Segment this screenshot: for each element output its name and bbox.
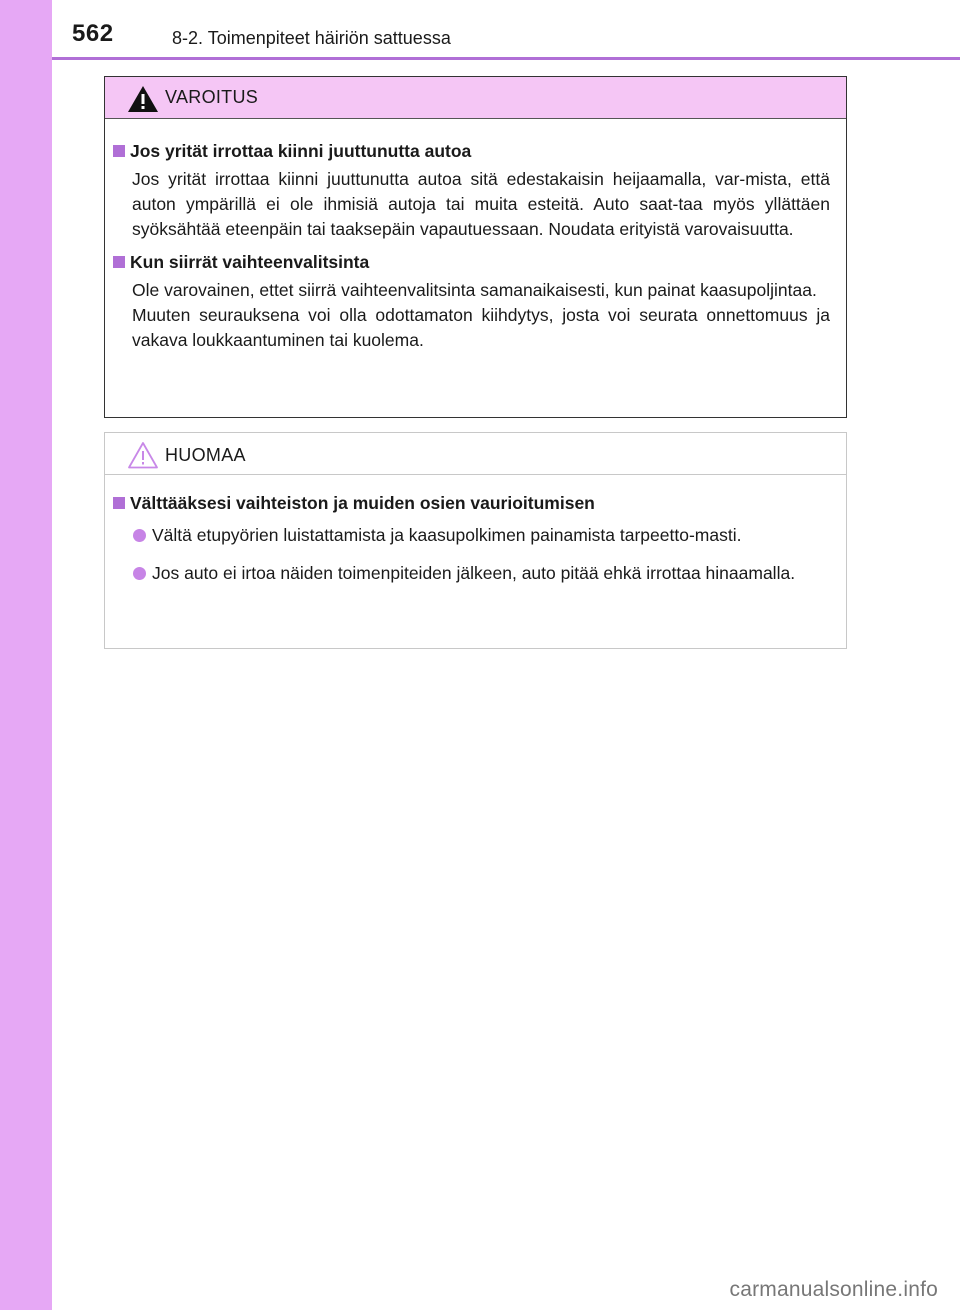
- square-marker-icon: [113, 145, 125, 157]
- page-number: 562: [72, 20, 114, 47]
- notice-triangle-icon: [127, 441, 159, 469]
- warning-paragraph: Muuten seurauksena voi olla odottamaton kiihdytys, josta voi seurata onnettomuus ja vakava loukkaantuminen tai kuolema.: [132, 305, 830, 350]
- notice-box: [104, 432, 847, 649]
- square-marker-icon: [113, 497, 125, 509]
- notice-bullet: [113, 523, 830, 548]
- bullet-dot-icon: [133, 567, 146, 580]
- header-rule: [52, 57, 960, 60]
- warning-item-heading-text: Kun siirrät vaihteenvalitsinta: [130, 252, 370, 272]
- notice-item-heading-text: Välttääksesi vaihteiston ja muiden osien vaurioitumisen: [130, 493, 595, 513]
- notice-bullet-text: Vältä etupyörien luistattamista ja kaasupolkimen painamista tarpeetto-masti.: [152, 525, 742, 545]
- notice-content: [105, 491, 846, 586]
- warning-content: [105, 139, 846, 353]
- warning-triangle-icon: [127, 85, 159, 113]
- notice-bullet: [113, 561, 830, 586]
- section-title: 8-2. Toimenpiteet häiriön sattuessa: [172, 28, 451, 48]
- warning-item-heading-text: Jos yrität irrottaa kiinni juuttunutta autoa: [130, 141, 472, 161]
- side-tab-strip: [0, 0, 52, 1310]
- warning-item-heading: [113, 139, 830, 163]
- warning-box: [104, 76, 847, 418]
- warning-paragraph: Jos yrität irrottaa kiinni juuttunutta autoa sitä edestakaisin heijaamalla, var-mista, että auton ympärillä ei ole ihmisiä autoja tai muita esteitä. Auto saat-taa myös yllättäen syöksähtää eteenpäin tai taaksepäin vapautuessaan. Noudata erityistä varovaisuutta.: [132, 169, 830, 239]
- notice-box-header: [105, 433, 846, 475]
- watermark: carmanualsonline.info: [729, 1278, 938, 1301]
- square-marker-icon: [113, 256, 125, 268]
- warning-box-header: [105, 77, 846, 119]
- warning-item-heading: [113, 250, 830, 274]
- bullet-dot-icon: [133, 529, 146, 542]
- notice-bullet-text: Jos auto ei irtoa näiden toimenpiteiden jälkeen, auto pitää ehkä irrottaa hinaamalla.: [152, 563, 796, 583]
- warning-paragraph: Ole varovainen, ettet siirrä vaihteenvalitsinta samanaikaisesti, kun painat kaasupoljintaa.: [132, 280, 817, 300]
- notice-item-heading: [113, 491, 830, 515]
- warning-label: VAROITUS: [165, 87, 259, 107]
- notice-label: HUOMAA: [165, 445, 246, 465]
